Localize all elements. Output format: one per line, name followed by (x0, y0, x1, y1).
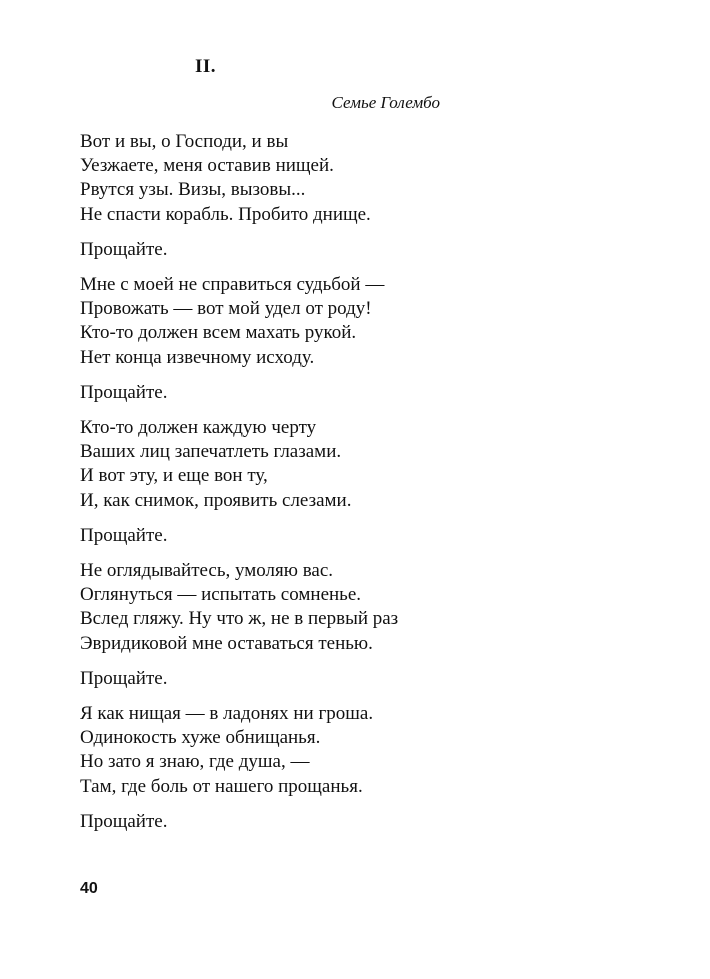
poem-line: И вот эту, и еще вон ту, (80, 465, 268, 487)
poem-line: Провожать — вот мой удел от роду! (80, 298, 372, 320)
poem-line: Вслед гляжу. Ну что ж, не в первый раз (80, 608, 399, 630)
stanza (80, 559, 640, 656)
poem-line: Кто-то должен всем махать рукой. (80, 322, 357, 344)
poem-line: Там, где боль от нашего прощанья. (80, 775, 363, 797)
poem-line: Оглянуться — испытать сомненье. (80, 584, 362, 606)
poem-line: Я как нищая — в ладонях ни гроша. (80, 703, 374, 725)
refrain: Прощайте. (80, 810, 168, 832)
poem (80, 130, 640, 845)
stanza (80, 273, 640, 370)
poem-line: Мне с моей не справиться судьбой — (80, 274, 385, 296)
poem-line: Нет конца извечному исходу. (80, 346, 315, 368)
poem-line: Кто-то должен каждую черту (80, 417, 317, 439)
poem-line: Рвутся узы. Визы, вызовы... (80, 179, 306, 201)
poem-line: Не оглядывайтесь, умоляю вас. (80, 560, 334, 582)
stanza (80, 416, 640, 513)
poem-line: Вот и вы, о Господи, и вы (80, 131, 289, 152)
poem-line: Ваших лиц запечатлеть глазами. (80, 441, 342, 463)
refrain: Прощайте. (80, 381, 168, 403)
poem-line: Уезжаете, меня оставив нищей. (80, 155, 334, 177)
refrain: Прощайте. (80, 524, 168, 546)
section-heading: II. (195, 56, 217, 77)
refrain: Прощайте. (80, 238, 168, 260)
poem-line: И, как снимок, проявить слезами. (80, 489, 352, 511)
refrain: Прощайте. (80, 667, 168, 689)
poem-line: Одинокость хуже обнищанья. (80, 727, 321, 749)
stanza (80, 130, 640, 227)
page-number: 40 (80, 880, 98, 897)
stanza (80, 702, 640, 799)
poem-line: Эвридиковой мне оставаться тенью. (80, 632, 373, 654)
poem-line: Но зато я знаю, где душа, — (80, 751, 310, 773)
dedication: Семье Голембо (331, 93, 440, 112)
poem-line: Не спасти корабль. Пробито днище. (80, 203, 371, 225)
